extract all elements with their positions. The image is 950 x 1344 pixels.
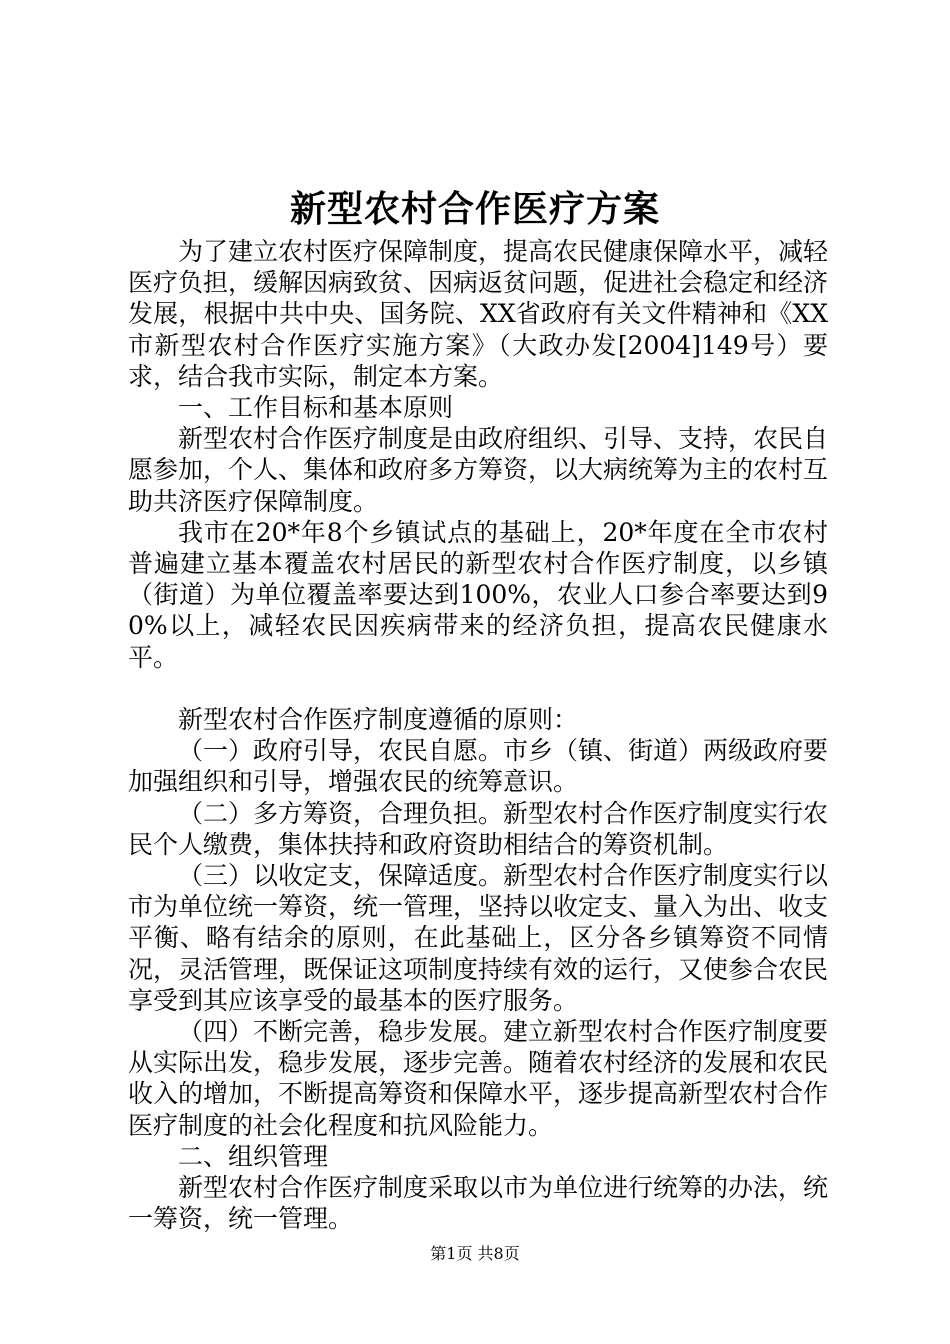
document-body <box>128 236 828 1234</box>
paragraph-principles-intro: 新型农村合作医疗制度遵循的原则： <box>178 705 579 735</box>
principle-item-2: （二）多方筹资，合理负担。新型农村合作医疗制度实行农民个人缴费，集体扶持和政府资助相结合的筹资机制。 <box>128 798 829 859</box>
section-heading-1: 一、工作目标和基本原则 <box>178 393 454 423</box>
section-heading-2: 二、组织管理 <box>178 1141 329 1171</box>
paragraph-intro: 为了建立农村医疗保障制度，提高农民健康保障水平，减轻医疗负担，缓解因病致贫、因病返贫问题，促进社会稳定和经济发展，根据中共中央、国务院、XX省政府有关文件精神和《XX市新型农村合作医疗实施方案》（大政办发[2004]149号）要求，结合我市实际，制定本方案。 <box>128 237 829 391</box>
document-title: 新型农村合作医疗方案 <box>289 188 660 230</box>
principle-item-3: （三）以收定支，保障适度。新型农村合作医疗制度实行以市为单位统一筹资，统一管理，坚持以收定支、量入为出、收支平衡、略有结余的原则，在此基础上，区分各乡镇筹资不同情况，灵活管理，既保证这项制度持续有效的运行，又使参合农民享受到其应该享受的最基本的医疗服务。 <box>128 861 829 1015</box>
principle-item-4: （四）不断完善，稳步发展。建立新型农村合作医疗制度要从实际出发，稳步发展，逐步完善。随着农村经济的发展和农民收入的增加，不断提高筹资和保障水平，逐步提高新型农村合作医疗制度的社会化程度和抗风险能力。 <box>128 1017 829 1140</box>
paragraph-definition: 新型农村合作医疗制度是由政府组织、引导、支持，农民自愿参加，个人、集体和政府多方筹资，以大病统筹为主的农村互助共济医疗保障制度。 <box>128 424 829 516</box>
paragraph-organization: 新型农村合作医疗制度采取以市为单位进行统筹的办法，统一筹资，统一管理。 <box>128 1173 829 1234</box>
paragraph-spacer <box>128 673 828 704</box>
paragraph-goals: 我市在20*年8个乡镇试点的基础上，20*年度在全市农村普遍建立基本覆盖农村居民的新型农村合作医疗制度，以乡镇（街道）为单位覆盖率要达到100%，农业人口参合率要达到90%以上，减轻农民因疾病带来的经济负担，提高农民健康水平。 <box>128 517 828 672</box>
principle-item-1: （一）政府引导，农民自愿。市乡（镇、街道）两级政府要加强组织和引导，增强农民的统筹意识。 <box>128 736 829 797</box>
page-number-footer: 第1页 共8页 <box>430 1244 520 1263</box>
